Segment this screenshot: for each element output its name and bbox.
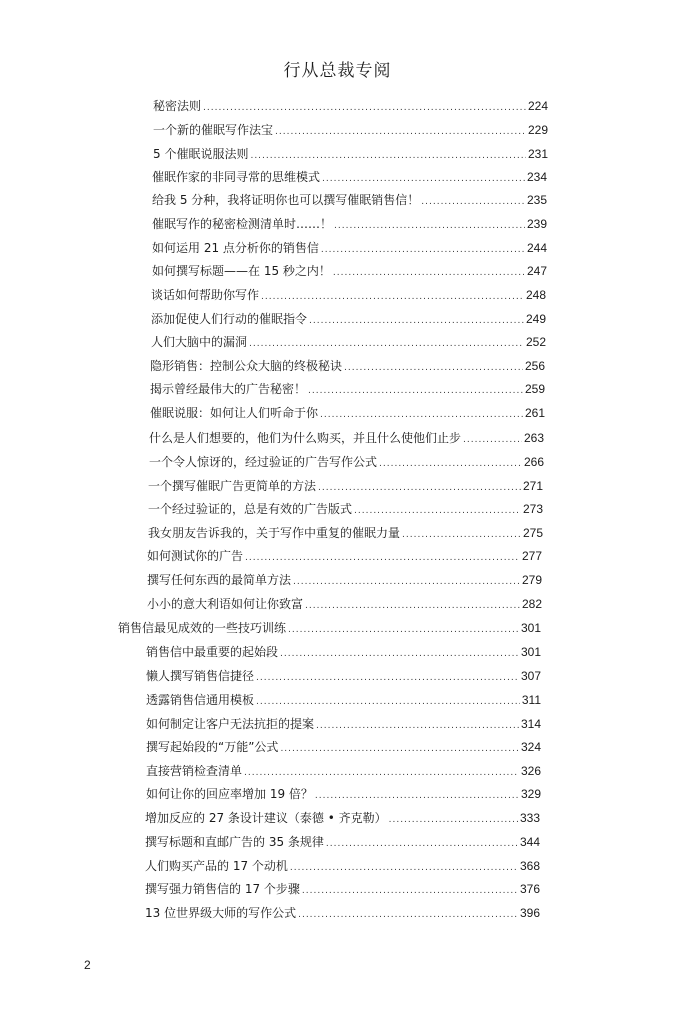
leader-dots [203, 97, 526, 119]
toc-entry-title: 撰写任何东西的最简单方法 [147, 573, 292, 587]
toc-entry [152, 166, 547, 188]
toc-entry [147, 545, 542, 567]
toc-entry-title: 人们大脑中的漏洞 [151, 335, 248, 349]
toc-entry [146, 689, 541, 711]
toc-entry [146, 665, 541, 687]
toc-entry-page: 301 [520, 621, 541, 635]
toc-entry-page: 314 [520, 717, 541, 731]
toc-entry-page: 248 [525, 288, 546, 302]
toc-entry [152, 213, 547, 235]
leader-dots [326, 833, 518, 855]
toc-entry-title: 我女朋友告诉我的，关于写作中重复的催眠力量 [148, 526, 401, 540]
toc-entry-page: 261 [524, 406, 545, 420]
toc-entry-page: 277 [521, 549, 542, 563]
toc-entry-title: 透露销售信通用模板 [146, 693, 255, 707]
leader-dots [321, 239, 525, 261]
toc-entry-page: 259 [524, 382, 545, 396]
toc-entry-page: 249 [525, 312, 546, 326]
leader-dots [305, 595, 520, 617]
toc-entry [146, 641, 541, 663]
leader-dots [280, 738, 519, 760]
toc-entry-title: 5 个催眠说服法则 [153, 147, 249, 161]
toc-entry-page: 279 [521, 573, 542, 587]
leader-dots [249, 333, 524, 355]
leader-dots [308, 380, 523, 402]
toc-entry-title: 什么是人们想要的，他们为什么购买，并且什么使他们止步 [149, 431, 462, 445]
toc-entry-title: 给我 5 分种，我将证明你也可以撰写催眠销售信！ [152, 193, 420, 207]
leader-dots [302, 880, 518, 902]
toc-entry [148, 475, 543, 497]
leader-dots [261, 286, 524, 308]
toc-entry [145, 831, 540, 853]
leader-dots [280, 643, 519, 665]
leader-dots [250, 145, 526, 167]
toc-entry-title: 隐形销售：控制公众大脑的终极秘诀 [150, 359, 343, 373]
toc-entry-page: 234 [526, 170, 547, 184]
toc-entry-title: 懒人撰写销售信捷径 [146, 669, 255, 683]
toc-entry [150, 355, 545, 377]
toc-entry-page: 244 [526, 241, 547, 255]
toc-entry [152, 260, 547, 282]
toc-entry [150, 378, 545, 400]
toc-entry-title: 如何让你的回应率增加 19 倍？ [146, 787, 313, 801]
page-title: 行从总裁专阅 [283, 61, 392, 81]
toc-entry-page: 275 [522, 526, 543, 540]
toc-entry-page: 231 [527, 147, 548, 161]
toc-entry [145, 855, 540, 877]
toc-entry-page: 273 [522, 502, 543, 516]
toc-entry-title: 一个撰写催眠广告更简单的方法 [148, 479, 317, 493]
toc-entry-page: 344 [519, 835, 540, 849]
toc-entry-title: 撰写标题和直邮广告的 35 条规律 [145, 835, 324, 849]
toc-entry [145, 902, 540, 924]
toc-entry [151, 331, 546, 353]
toc-entry-title: 销售信中最重要的起始段 [146, 645, 279, 659]
leader-dots [334, 215, 525, 237]
toc-entry-title: 一个经过验证的，总是有效的广告版式 [148, 502, 353, 516]
toc-entry-page: 266 [523, 455, 544, 469]
toc-entry-title: 如何制定让客户无法抗拒的提案 [146, 717, 315, 731]
toc-entry [150, 402, 545, 424]
toc-entry-page: 247 [526, 264, 547, 278]
toc-entry-page: 329 [520, 787, 541, 801]
toc-entry-title: 揭示曾经最伟大的广告秘密！ [150, 382, 307, 396]
toc-entry-page: 282 [521, 597, 542, 611]
leader-dots [402, 524, 521, 546]
toc-entry-page: 256 [524, 359, 545, 373]
toc-entry [118, 617, 541, 639]
toc-entry-page: 307 [520, 669, 541, 683]
toc-entry-page: 301 [520, 645, 541, 659]
leader-dots [333, 262, 525, 284]
leader-dots [379, 453, 522, 475]
leader-dots [298, 904, 518, 926]
toc-entry-page: 368 [519, 859, 540, 873]
toc-entry-title: 催眠写作的秘密检测清单时……！ [152, 217, 333, 231]
toc-entry-title: 人们购买产品的 17 个动机 [145, 859, 288, 873]
toc-entry-page: 326 [520, 764, 541, 778]
toc-entry [146, 736, 541, 758]
leader-dots [318, 477, 521, 499]
toc-entry-title: 如何测试你的广告 [147, 549, 244, 563]
toc-entry-title: 13 位世界级大师的写作公式 [145, 906, 297, 920]
toc-entry [153, 143, 548, 165]
toc-entry [146, 783, 541, 805]
toc-entry-title: 秘密法则 [153, 99, 202, 113]
toc-entry-title: 谈话如何帮助你写作 [151, 288, 260, 302]
toc-entry-title: 添加促使人们行动的催眠指令 [151, 312, 308, 326]
leader-dots [315, 785, 519, 807]
leader-dots [244, 762, 519, 784]
toc-entry-title: 催眠说服：如何让人们听命于你 [150, 406, 319, 420]
leader-dots [256, 667, 519, 689]
toc-entry-page: 311 [521, 693, 541, 707]
toc-entry-page: 239 [526, 217, 547, 231]
toc-entry [146, 713, 541, 735]
toc-entry-title: 如何撰写标题——在 15 秒之内！ [152, 264, 331, 278]
toc-entry-title: 增加反应的 27 条设计建议（泰德 • 齐克勒） [145, 811, 387, 825]
toc-entry-page: 376 [519, 882, 540, 896]
toc-entry [147, 593, 542, 615]
page-number: 2 [84, 958, 91, 972]
leader-dots [293, 571, 520, 593]
leader-dots [316, 715, 519, 737]
toc-entry-title: 直接营销检查清单 [146, 764, 243, 778]
leader-dots [344, 357, 523, 379]
leader-dots [275, 121, 526, 143]
toc-entry [151, 284, 546, 306]
toc-entry-page: 324 [520, 740, 541, 754]
toc-entry-page: 235 [526, 193, 547, 207]
toc-entry-page: 271 [522, 479, 543, 493]
leader-dots [389, 809, 518, 831]
toc-entry [153, 95, 548, 117]
toc-entry [145, 807, 540, 829]
leader-dots [322, 168, 525, 190]
leader-dots [421, 191, 525, 213]
toc-entry-page: 263 [523, 431, 544, 445]
leader-dots [245, 547, 520, 569]
leader-dots [320, 404, 523, 426]
toc-entry-page: 333 [519, 811, 540, 825]
leader-dots [463, 429, 522, 451]
toc-entry-title: 如何运用 21 点分析你的销售信 [152, 241, 319, 255]
leader-dots [256, 691, 520, 713]
leader-dots [290, 857, 518, 879]
toc-entry [152, 237, 547, 259]
toc-entry [146, 760, 541, 782]
toc-entry-title: 撰写起始段的“万能”公式 [146, 740, 279, 754]
toc-entry-title: 一个新的催眠写作法宝 [153, 123, 274, 137]
toc-entry-page: 252 [525, 335, 546, 349]
toc-entry-title: 一个令人惊讶的，经过验证的广告写作公式 [149, 455, 378, 469]
toc-entry [148, 498, 543, 520]
leader-dots [288, 619, 519, 641]
toc-entry [149, 451, 544, 473]
toc-entry [145, 878, 540, 900]
toc-entry-title: 催眠作家的非同寻常的思维模式 [152, 170, 321, 184]
toc-entry-title: 销售信最见成效的一些技巧训练 [118, 621, 287, 635]
toc-entry [151, 308, 546, 330]
toc-entry [149, 427, 544, 449]
leader-dots [309, 310, 524, 332]
toc-entry-page: 229 [527, 123, 548, 137]
toc-entry-page: 224 [527, 99, 548, 113]
toc-entry [147, 569, 542, 591]
toc-entry-title: 小小的意大利语如何让你致富 [147, 597, 304, 611]
toc-entry [152, 189, 547, 211]
toc-entry-title: 撰写强力销售信的 17 个步骤 [145, 882, 300, 896]
toc-entry [153, 119, 548, 141]
toc-entry [148, 522, 543, 544]
toc-entry-page: 396 [519, 906, 540, 920]
leader-dots [354, 500, 521, 522]
